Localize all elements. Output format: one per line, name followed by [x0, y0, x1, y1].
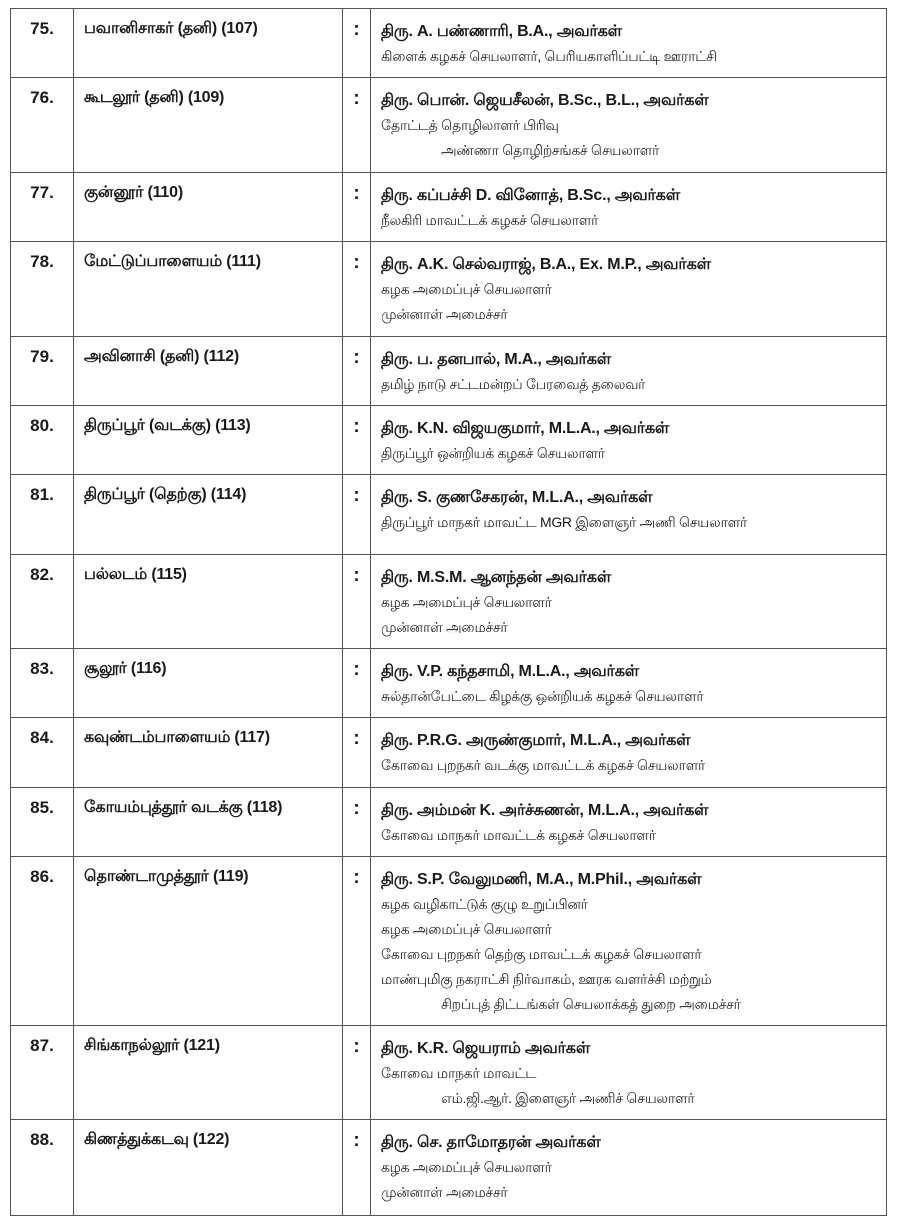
serial-number: 85. [11, 788, 74, 857]
table-row [11, 1120, 887, 1216]
serial-number: 83. [11, 649, 74, 718]
table-row [11, 788, 887, 857]
candidate-designation: கோவை மாநகர் மாவட்டக் கழகச் செயலாளர் [381, 827, 656, 843]
candidate-designation: திருப்பூர் ஒன்றியக் கழகச் செயலாளர் [381, 445, 605, 461]
serial-number: 82. [11, 555, 74, 649]
table-row [11, 242, 887, 337]
candidate-details [371, 788, 887, 857]
serial-number: 86. [11, 857, 74, 1026]
candidate-name: திரு. K.N. விஜயகுமார், M.L.A., அவர்கள் [381, 420, 670, 437]
candidate-designation: சுல்தான்பேட்டை கிழக்கு ஒன்றியக் கழகச் செயலாளர் [381, 688, 704, 704]
table-row [11, 718, 887, 788]
candidate-designation: கழக அமைப்புச் செயலாளர் [381, 921, 552, 937]
table-row [11, 173, 887, 242]
constituency-name: மேட்டுப்பாளையம் (111) [74, 242, 343, 337]
separator-colon: : [343, 1026, 371, 1120]
candidate-details [371, 1026, 887, 1120]
separator-colon: : [343, 718, 371, 788]
serial-number: 81. [11, 475, 74, 555]
separator-colon: : [343, 9, 371, 78]
candidate-designation: எம்.ஜி.ஆர். இளைஞர் அணிச் செயலாளர் [441, 1090, 695, 1106]
candidate-name: திரு. கப்பச்சி D. வினோத், B.Sc., அவர்கள் [381, 187, 680, 204]
constituency-name: சிங்காநல்லூர் (121) [74, 1026, 343, 1120]
constituency-name: சூலூர் (116) [74, 649, 343, 718]
candidate-designation: முன்னாள் அமைச்சர் [381, 619, 508, 635]
candidate-details [371, 857, 887, 1026]
serial-number: 77. [11, 173, 74, 242]
candidate-designation: கிளைக் கழகச் செயலாளர், பெரியகாளிப்பட்டி ஊராட்சி [381, 48, 717, 64]
separator-colon: : [343, 857, 371, 1026]
table-row [11, 9, 887, 78]
serial-number: 79. [11, 337, 74, 406]
candidate-designation: மாண்புமிகு நகராட்சி நிர்வாகம், ஊரக வளர்ச்சி மற்றும் [381, 971, 712, 987]
serial-number: 87. [11, 1026, 74, 1120]
candidate-designation: கழக அமைப்புச் செயலாளர் [381, 594, 552, 610]
separator-colon: : [343, 78, 371, 173]
candidate-designation: சிறப்புத் திட்டங்கள் செயலாக்கத் துறை அமைச்சர் [441, 996, 741, 1012]
candidate-designation: தோட்டத் தொழிலாளர் பிரிவு [381, 117, 559, 133]
candidate-details [371, 718, 887, 788]
candidate-designation: கோவை புறநகர் வடக்கு மாவட்டக் கழகச் செயலாளர் [381, 757, 706, 773]
table-row [11, 406, 887, 475]
serial-number: 75. [11, 9, 74, 78]
candidate-name: திரு. A.K. செல்வராஜ், B.A., Ex. M.P., அவர்கள் [381, 256, 711, 273]
candidate-designation: நீலகிரி மாவட்டக் கழகச் செயலாளர் [381, 212, 599, 228]
candidate-designation: திருப்பூர் மாநகர் மாவட்ட MGR இளைஞர் அணி செயலாளர் [381, 514, 747, 530]
separator-colon: : [343, 242, 371, 337]
candidate-details [371, 1120, 887, 1216]
separator-colon: : [343, 555, 371, 649]
candidate-details [371, 475, 887, 555]
table-row [11, 555, 887, 649]
table-row [11, 475, 887, 555]
candidate-name: திரு. P.R.G. அருண்குமார், M.L.A., அவர்கள் [381, 732, 691, 749]
candidate-designation: கோவை புறநகர் தெற்கு மாவட்டக் கழகச் செயலாளர் [381, 946, 702, 962]
candidate-name: திரு. பொன். ஜெயசீலன், B.Sc., B.L., அவர்கள் [381, 92, 709, 109]
serial-number: 88. [11, 1120, 74, 1216]
candidate-name: திரு. V.P. கந்தசாமி, M.L.A., அவர்கள் [381, 663, 639, 680]
candidate-name: திரு. அம்மன் K. அர்ச்சுணன், M.L.A., அவர்கள் [381, 802, 709, 819]
candidate-designation: கழக அமைப்புச் செயலாளர் [381, 1159, 552, 1175]
candidate-designation: முன்னாள் அமைச்சர் [381, 306, 508, 322]
serial-number: 84. [11, 718, 74, 788]
constituency-name: பவானிசாகர் (தனி) (107) [74, 9, 343, 78]
candidate-designation: கழக வழிகாட்டுக் குழு உறுப்பினர் [381, 896, 588, 912]
serial-number: 76. [11, 78, 74, 173]
candidate-name: திரு. ப. தனபால், M.A., அவர்கள் [381, 351, 611, 368]
candidate-details [371, 242, 887, 337]
candidate-name: திரு. M.S.M. ஆனந்தன் அவர்கள் [381, 569, 612, 586]
constituency-name: திருப்பூர் (தெற்கு) (114) [74, 475, 343, 555]
table-row [11, 337, 887, 406]
serial-number: 78. [11, 242, 74, 337]
separator-colon: : [343, 649, 371, 718]
table-row [11, 857, 887, 1026]
constituency-name: பல்லடம் (115) [74, 555, 343, 649]
candidate-name: திரு. S. குணசேகரன், M.L.A., அவர்கள் [381, 489, 653, 506]
candidate-table [10, 8, 887, 1216]
candidate-details [371, 173, 887, 242]
serial-number: 80. [11, 406, 74, 475]
constituency-name: கவுண்டம்பாளையம் (117) [74, 718, 343, 788]
separator-colon: : [343, 788, 371, 857]
table-row [11, 649, 887, 718]
separator-colon: : [343, 475, 371, 555]
candidate-name: திரு. A. பண்ணாரி, B.A., அவர்கள் [381, 23, 622, 40]
candidate-designation: முன்னாள் அமைச்சர் [381, 1184, 508, 1200]
separator-colon: : [343, 406, 371, 475]
constituency-name: கோயம்புத்தூர் வடக்கு (118) [74, 788, 343, 857]
constituency-name: திருப்பூர் (வடக்கு) (113) [74, 406, 343, 475]
candidate-details [371, 9, 887, 78]
candidate-designation: கழக அமைப்புச் செயலாளர் [381, 281, 552, 297]
table-row [11, 1026, 887, 1120]
candidate-details [371, 649, 887, 718]
constituency-name: குன்னூர் (110) [74, 173, 343, 242]
candidate-designation: தமிழ் நாடு சட்டமன்றப் பேரவைத் தலைவர் [381, 376, 646, 392]
candidate-table-body [11, 9, 887, 1216]
candidate-details [371, 78, 887, 173]
candidate-details [371, 555, 887, 649]
separator-colon: : [343, 1120, 371, 1216]
candidate-designation: கோவை மாநகர் மாவட்ட [381, 1065, 537, 1081]
constituency-name: கூடலூர் (தனி) (109) [74, 78, 343, 173]
constituency-name: தொண்டாமுத்தூர் (119) [74, 857, 343, 1026]
separator-colon: : [343, 337, 371, 406]
constituency-name: கிணத்துக்கடவு (122) [74, 1120, 343, 1216]
constituency-name: அவினாசி (தனி) (112) [74, 337, 343, 406]
candidate-name: திரு. S.P. வேலுமணி, M.A., M.Phil., அவர்கள் [381, 871, 702, 888]
separator-colon: : [343, 173, 371, 242]
candidate-details [371, 337, 887, 406]
candidate-designation: அண்ணா தொழிற்சங்கச் செயலாளர் [441, 142, 660, 158]
candidate-details [371, 406, 887, 475]
candidate-name: திரு. செ. தாமோதரன் அவர்கள் [381, 1134, 601, 1151]
candidate-name: திரு. K.R. ஜெயராம் அவர்கள் [381, 1040, 591, 1057]
table-row [11, 78, 887, 173]
